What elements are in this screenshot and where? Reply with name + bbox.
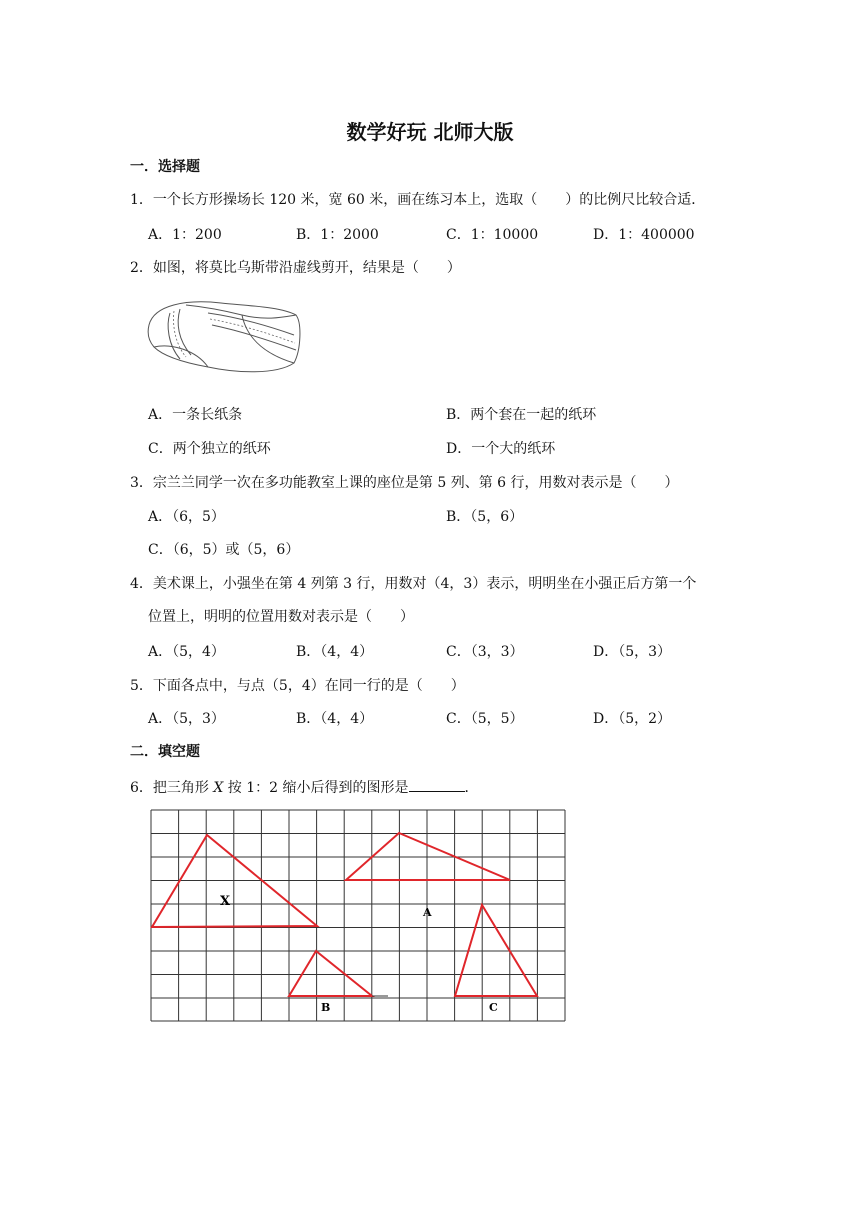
q6-stem-mid: 按 1：2 缩小后得到的图形是: [223, 780, 409, 796]
triangle-grid-figure: [150, 808, 570, 1024]
q6-answer-blank[interactable]: [409, 777, 465, 792]
section-fill-heading: 二．填空题: [130, 744, 200, 760]
q5-option-c[interactable]: C．（5，5）: [446, 711, 524, 727]
triangle-b: [289, 951, 372, 996]
q4-option-a[interactable]: A．（5，4）: [148, 644, 225, 660]
question-6-stem: [130, 777, 479, 798]
q6-variable: X: [213, 780, 224, 796]
q3-option-a[interactable]: A．（6，5）: [148, 509, 225, 525]
q6-stem-pre: 6．把三角形: [130, 780, 214, 796]
q5-option-a[interactable]: A．（5，3）: [148, 711, 225, 727]
q4-option-c[interactable]: C．（3，3）: [446, 644, 524, 660]
section-choice-heading: 一．选择题: [130, 159, 200, 175]
q1-option-d[interactable]: D．1：400000: [593, 227, 695, 243]
q3-option-b[interactable]: B．（5，6）: [446, 509, 524, 525]
label-b: B: [321, 1001, 331, 1014]
q4-option-b[interactable]: B．（4，4）: [296, 644, 374, 660]
question-3-stem: 3．宗兰兰同学一次在多功能教室上课的座位是第 5 列、第 6 行，用数对表示是（ ）: [130, 475, 679, 491]
q2-option-c[interactable]: C．两个独立的纸环: [148, 441, 271, 457]
q2-option-b[interactable]: B．两个套在一起的纸环: [446, 407, 597, 423]
q6-stem-post: ．: [464, 780, 479, 796]
label-a: A: [423, 906, 432, 919]
q1-option-c[interactable]: C．1：10000: [446, 227, 539, 243]
question-4-stem-line-1: 4．美术课上，小强坐在第 4 列第 3 行，用数对（4，3）表示，明明坐在小强正后方第一个: [130, 576, 697, 592]
q1-option-a[interactable]: A．1：200: [148, 227, 222, 243]
question-5-stem: 5．下面各点中，与点（5，4）在同一行的是（ ）: [130, 678, 465, 694]
question-4-stem-line-2: 位置上，明明的位置用数对表示是（ ）: [148, 609, 414, 625]
q1-option-b[interactable]: B．1：2000: [296, 227, 379, 243]
page-title: 数学好玩 北师大版: [346, 120, 514, 144]
q2-option-a[interactable]: A．一条长纸条: [148, 407, 243, 423]
q2-option-d[interactable]: D．一个大的纸环: [446, 441, 556, 457]
question-1-stem: 1．一个长方形操场长 120 米，宽 60 米，画在练习本上，选取（ ）的比例尺比较合适．: [130, 192, 706, 208]
label-c: C: [489, 1001, 498, 1014]
question-2-stem: 2．如图，将莫比乌斯带沿虚线剪开，结果是（ ）: [130, 260, 461, 276]
q5-option-b[interactable]: B．（4，4）: [296, 711, 374, 727]
q4-option-d[interactable]: D．（5，3）: [593, 644, 672, 660]
label-x: X: [220, 894, 231, 909]
q3-option-c[interactable]: C．（6，5）或（5，6）: [148, 542, 300, 558]
mobius-strip-figure: [146, 295, 302, 377]
q5-option-d[interactable]: D．（5，2）: [593, 711, 672, 727]
